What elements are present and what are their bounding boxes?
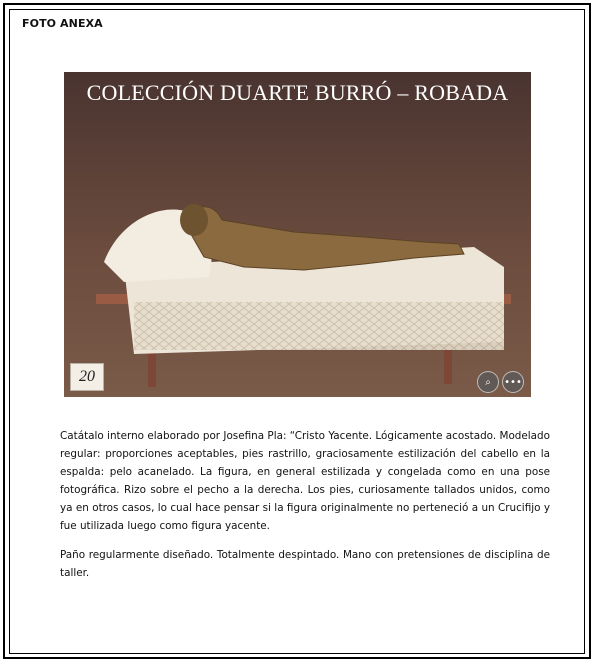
photo-number-label: 20 [70,363,104,391]
description-paragraph: Paño regularmente diseñado. Totalmente despintado. Mano con pretensiones de disciplina de taller. [60,549,550,579]
figure-head [180,204,208,236]
section-heading: FOTO ANEXA [22,17,103,30]
ellipsis-icon: ••• [504,376,522,388]
photo-title: COLECCIÓN DUARTE BURRÓ – ROBADA [86,80,509,105]
lace-border [134,302,504,350]
description-text [60,427,550,593]
photo-figure [64,72,531,397]
description-paragraph: Catátalo interno elaborado por Josefina Pla: “Cristo Yacente. Lógicamente acostado. Modelado regular: proporciones aceptables, pies rastrillo, graciosamente estilización del cabello en la espalda: pelo acanelado. La figura, en general estilizada y congelada como en una pose fotográfica. Rizo sobre el pecho a la derecha. Los pies, curiosamente tallados unidos, como ya en otros casos, lo cual hace pensar si la figura originalmente no perteneció a un Crucifijo y fue utilizada luego como figura yacente. [60,430,550,532]
zoom-button[interactable] [477,371,499,393]
more-options-button[interactable] [502,371,524,393]
photo-illustration [64,72,531,397]
magnify-icon: ⌕ [485,376,491,388]
